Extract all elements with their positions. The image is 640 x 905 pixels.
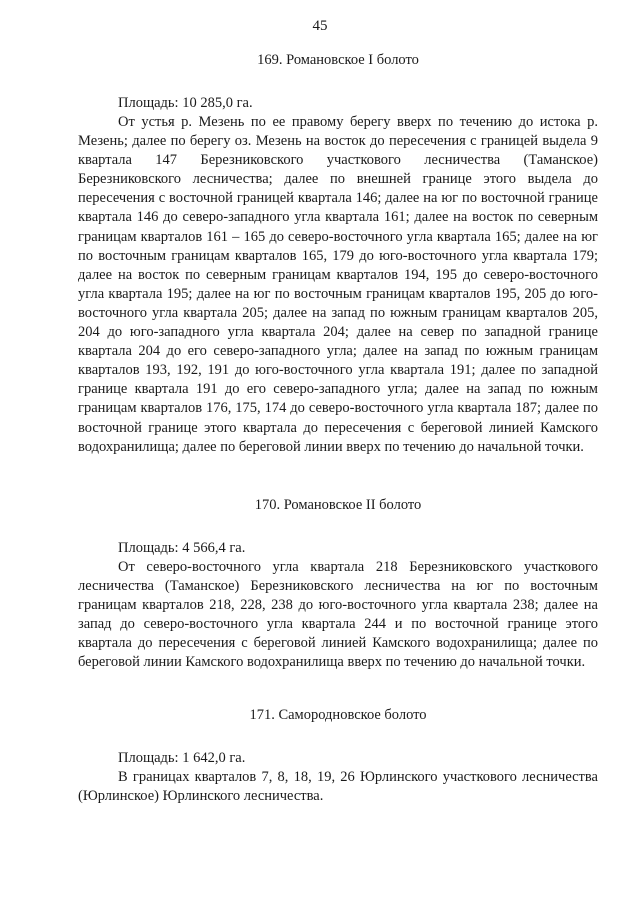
section-heading: 169. Романовское I болото	[257, 52, 419, 68]
area-value: Площадь: 4 566,4 га.	[118, 540, 246, 556]
boundary-description: В границах кварталов 7, 8, 18, 19, 26 Юрлинского участкового лесничества (Юрлинское) Юрлинского лесничества.	[78, 769, 598, 805]
page-number: 45	[312, 18, 328, 34]
boundary-description: От устья р. Мезень по ее правому берегу вверх по течению до истока р. Мезень; далее по берегу оз. Мезень на восток до пересечения с границей выдела 9 квартала 147 Березниковского участкового лесничества (Таманское) Березниковского лесничества; далее по внешней границе этого выдела до пересечения с восточной границей квартала 146; далее на юг по восточной границе квартала 146 до северо-западного угла квартала 161; далее на восток по северным границам кварталов 161 – 165 до северо-восточного угла квартала 165; далее на юг по восточным границам кварталов 165, 179 до юго-восточного угла квартала 179; далее на восток по северным границам кварталов 194, 195 до северо-восточного угла квартала 195; далее на юг по восточным границам кварталов 195, 205 до юго-восточного угла квартала 205; далее на запад по южным границам кварталов 205, 204 до юго-западного угла квартала 204; далее на север по западной границе квартала 204 до его северо-западного угла; далее на запад по южным границам кварталов 193, 192, 191 до юго-восточного угла квартала 191; далее по западной границе квартала 191 до его северо-западного угла; далее на запад по южным границам кварталов 176, 175, 174 до северо-восточного угла квартала 187; далее по восточной границе этого квартала до пересечения с береговой линией Камского водохранилища; далее по береговой линии вверх по течению до начальной точки.	[78, 114, 598, 455]
section-170	[78, 497, 598, 673]
area-value: Площадь: 10 285,0 га.	[118, 95, 253, 111]
section-169	[78, 52, 598, 457]
section-heading: 170. Романовское II болото	[254, 497, 422, 513]
area-value: Площадь: 1 642,0 га.	[118, 750, 246, 766]
section-heading: 171. Самородновское болото	[249, 707, 427, 723]
boundary-description: От северо-восточного угла квартала 218 Березниковского участкового лесничества (Таманское) Березниковского лесничества на юг по восточным границам кварталов 218, 228, 238 до юго-восточного угла квартала 238; далее на запад до северо-восточного угла квартала 244 и по восточной границе этого квартала до пересечения с береговой линией Камского водохранилища; далее по береговой линии Камского водохранилища вверх по течению до начальной точки.	[78, 559, 598, 671]
section-171	[78, 707, 598, 806]
